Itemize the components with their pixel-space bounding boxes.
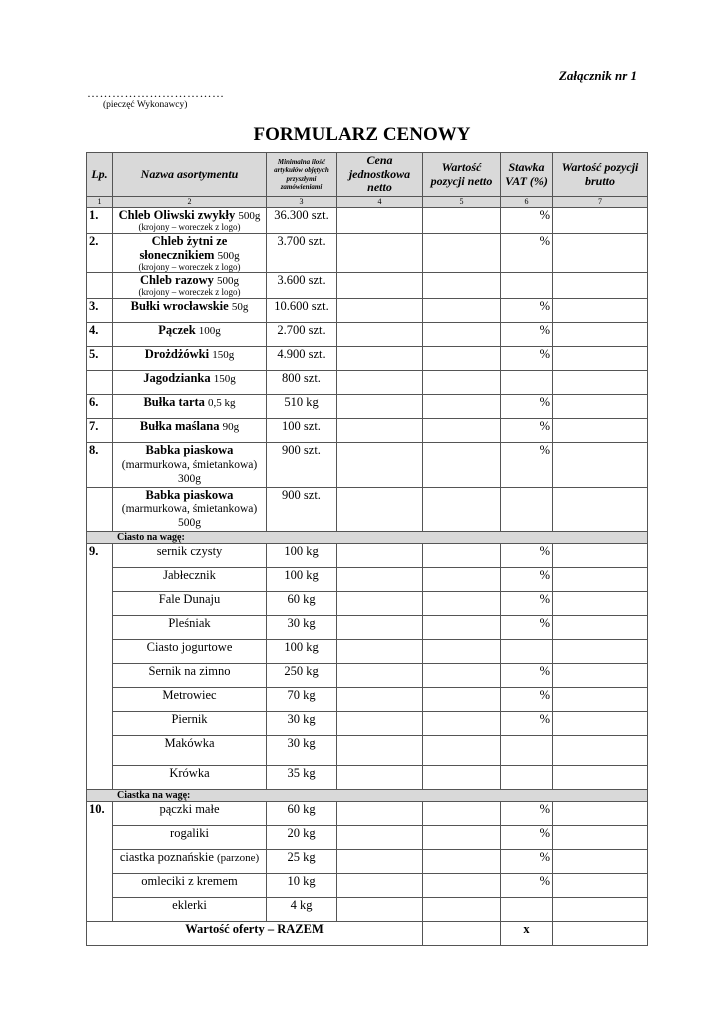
product-name: Bułki wrocławskie [130, 299, 229, 314]
net-value-cell[interactable] [423, 347, 501, 371]
gross-value-cell[interactable] [553, 233, 648, 273]
product-name: ciastka poznańskie [119, 849, 214, 864]
header-vat: Stawka VAT (%) [501, 153, 553, 197]
table-row [87, 233, 648, 273]
row-product-name [113, 591, 267, 615]
row-min-qty: 510 kg [267, 395, 337, 419]
row-product-name [113, 543, 267, 567]
vat-rate-cell[interactable]: % [501, 443, 553, 487]
header-row [87, 153, 648, 197]
unit-price-cell[interactable] [337, 765, 423, 789]
table-row [87, 208, 648, 234]
row-lp: 2. [87, 233, 113, 273]
product-name: Babka piaskowa [145, 443, 234, 458]
gross-value-cell[interactable] [553, 801, 648, 825]
net-value-cell[interactable] [423, 663, 501, 687]
gross-value-cell[interactable] [553, 487, 648, 531]
net-value-cell[interactable] [423, 615, 501, 639]
total-net-value-cell[interactable] [423, 921, 501, 945]
row-product-name [113, 873, 267, 897]
row-min-qty: 2.700 szt. [267, 323, 337, 347]
gross-value-cell[interactable] [553, 711, 648, 735]
net-value-cell[interactable] [423, 765, 501, 789]
row-min-qty: 250 kg [267, 663, 337, 687]
row-min-qty: 900 szt. [267, 443, 337, 487]
product-weight: 100g [198, 325, 221, 338]
row-min-qty: 30 kg [267, 711, 337, 735]
row-min-qty: 30 kg [267, 735, 337, 765]
net-value-cell[interactable] [423, 873, 501, 897]
product-name: Babka piaskowa [145, 487, 234, 502]
vat-rate-cell[interactable] [501, 371, 553, 395]
row-min-qty: 10 kg [267, 873, 337, 897]
vat-rate-cell[interactable]: % [501, 687, 553, 711]
vat-rate-cell[interactable] [501, 735, 553, 765]
product-weight: 500g [238, 210, 261, 222]
vat-rate-cell[interactable] [501, 273, 553, 299]
row-min-qty: 4 kg [267, 897, 337, 921]
product-name: Krówka [169, 765, 210, 780]
col-number: 4 [337, 197, 423, 208]
vat-rate-cell[interactable]: % [501, 419, 553, 443]
row-product-name [113, 735, 267, 765]
row-product-name [113, 371, 267, 395]
row-product-name [113, 487, 267, 531]
section-label: Ciastka na wagę: [87, 789, 648, 801]
product-weight: 50g [231, 301, 249, 314]
price-form-table [86, 152, 648, 946]
product-weight: 150g [213, 373, 236, 386]
row-product-name [113, 825, 267, 849]
product-name: eklerki [172, 897, 207, 912]
gross-value-cell[interactable] [553, 897, 648, 921]
row-min-qty: 4.900 szt. [267, 347, 337, 371]
header-unit-price: Cena jednostkowa netto [337, 153, 423, 197]
unit-price-cell[interactable] [337, 687, 423, 711]
product-weight: 90g [222, 421, 240, 434]
table-row [87, 873, 648, 897]
gross-value-cell[interactable] [553, 347, 648, 371]
net-value-cell[interactable] [423, 323, 501, 347]
row-product-name [113, 347, 267, 371]
header-min-qty: Minimalna ilość artykułów objętych przyszłymi zamówieniami [267, 153, 337, 197]
unit-price-cell[interactable] [337, 323, 423, 347]
row-min-qty: 900 szt. [267, 487, 337, 531]
gross-value-cell[interactable] [553, 615, 648, 639]
row-product-name [113, 443, 267, 487]
product-variant: (marmurkowa, śmietankowa) [121, 502, 258, 515]
vat-rate-cell[interactable] [501, 639, 553, 663]
product-name: Piernik [171, 711, 208, 726]
gross-value-cell[interactable] [553, 273, 648, 299]
gross-value-cell[interactable] [553, 687, 648, 711]
unit-price-cell[interactable] [337, 233, 423, 273]
unit-price-cell[interactable] [337, 897, 423, 921]
row-product-name [113, 299, 267, 323]
gross-value-cell[interactable] [553, 639, 648, 663]
row-min-qty: 3.700 szt. [267, 233, 337, 273]
gross-value-cell[interactable] [553, 567, 648, 591]
unit-price-cell[interactable] [337, 443, 423, 487]
table-row [87, 371, 648, 395]
gross-value-cell[interactable] [553, 208, 648, 234]
table-row [87, 299, 648, 323]
product-weight: 300g [178, 473, 201, 486]
unit-price-cell[interactable] [337, 419, 423, 443]
product-note: (krojony – woreczek z logo) [138, 287, 241, 298]
unit-price-cell[interactable] [337, 299, 423, 323]
row-lp: 6. [87, 395, 113, 419]
row-product-name [113, 208, 267, 234]
product-name: Pleśniak [168, 615, 211, 630]
unit-price-cell[interactable] [337, 347, 423, 371]
table-row [87, 849, 648, 873]
table-row [87, 765, 648, 789]
gross-value-cell[interactable] [553, 543, 648, 567]
row-product-name [113, 395, 267, 419]
product-name: Metrowiec [162, 687, 217, 702]
total-vat-mark: x [501, 921, 553, 945]
gross-value-cell[interactable] [553, 663, 648, 687]
unit-price-cell[interactable] [337, 273, 423, 299]
unit-price-cell[interactable] [337, 591, 423, 615]
product-weight: 150g [212, 349, 235, 362]
row-min-qty: 70 kg [267, 687, 337, 711]
table-row [87, 591, 648, 615]
unit-price-cell[interactable] [337, 639, 423, 663]
section-row [87, 789, 648, 801]
unit-price-cell[interactable] [337, 371, 423, 395]
vat-rate-cell[interactable] [501, 897, 553, 921]
total-gross-value-cell[interactable] [553, 921, 648, 945]
table-row [87, 487, 648, 531]
product-name: Chleb Oliwski zwykły [118, 208, 236, 222]
product-name: Bułka maślana [139, 419, 220, 434]
table-row [87, 615, 648, 639]
unit-price-cell[interactable] [337, 208, 423, 234]
unit-price-cell[interactable] [337, 543, 423, 567]
col-number: 1 [87, 197, 113, 208]
col-number: 5 [423, 197, 501, 208]
unit-price-cell[interactable] [337, 873, 423, 897]
product-name: Makówka [164, 735, 215, 750]
gross-value-cell[interactable] [553, 323, 648, 347]
product-name: rogaliki [170, 825, 209, 840]
col-number: 2 [113, 197, 267, 208]
net-value-cell[interactable] [423, 419, 501, 443]
row-min-qty: 3.600 szt. [267, 273, 337, 299]
row-lp: 1. [87, 208, 113, 234]
row-product-name [113, 323, 267, 347]
col-number: 7 [553, 197, 648, 208]
table-row [87, 687, 648, 711]
vat-rate-cell[interactable]: % [501, 299, 553, 323]
vat-rate-cell[interactable]: % [501, 711, 553, 735]
row-product-name [113, 615, 267, 639]
row-lp: 8. [87, 443, 113, 487]
gross-value-cell[interactable] [553, 849, 648, 873]
product-name: Bułka tarta [143, 395, 205, 410]
net-value-cell[interactable] [423, 735, 501, 765]
table-row [87, 801, 648, 825]
row-product-name [113, 567, 267, 591]
table-row [87, 639, 648, 663]
vat-rate-cell[interactable]: % [501, 323, 553, 347]
row-product-name [113, 273, 267, 299]
row-lp: 9. [87, 543, 113, 789]
row-min-qty: 60 kg [267, 591, 337, 615]
net-value-cell[interactable] [423, 395, 501, 419]
gross-value-cell[interactable] [553, 419, 648, 443]
net-value-cell[interactable] [423, 371, 501, 395]
gross-value-cell[interactable] [553, 299, 648, 323]
product-weight: 500g [217, 275, 240, 288]
row-product-name [113, 233, 267, 273]
vat-rate-cell[interactable]: % [501, 663, 553, 687]
row-product-name [113, 639, 267, 663]
column-number-row [87, 197, 648, 208]
product-note: (parzone) [217, 851, 260, 864]
table-row [87, 711, 648, 735]
row-min-qty: 100 kg [267, 639, 337, 663]
table-row [87, 825, 648, 849]
row-product-name [113, 897, 267, 921]
row-lp: 10. [87, 801, 113, 921]
net-value-cell[interactable] [423, 208, 501, 234]
col-number: 3 [267, 197, 337, 208]
row-product-name [113, 849, 267, 873]
row-lp: 7. [87, 419, 113, 443]
product-name: omleciki z kremem [141, 873, 238, 888]
row-min-qty: 30 kg [267, 615, 337, 639]
net-value-cell[interactable] [423, 233, 501, 273]
row-min-qty: 35 kg [267, 765, 337, 789]
product-name: sernik czysty [156, 543, 223, 558]
row-lp: 4. [87, 323, 113, 347]
table-row [87, 543, 648, 567]
unit-price-cell[interactable] [337, 711, 423, 735]
total-row [87, 921, 648, 945]
product-note: (krojony – woreczek z logo) [138, 261, 241, 272]
vat-rate-cell[interactable]: % [501, 849, 553, 873]
annex-label: Załącznik nr 1 [558, 68, 637, 83]
vat-rate-cell[interactable] [501, 765, 553, 789]
vat-rate-cell[interactable]: % [501, 873, 553, 897]
unit-price-cell[interactable] [337, 663, 423, 687]
row-lp [87, 487, 113, 531]
table-row [87, 347, 648, 371]
section-row [87, 531, 648, 543]
table-row [87, 663, 648, 687]
row-product-name [113, 711, 267, 735]
product-weight: 500g [178, 517, 201, 530]
product-name: Chleb żytni ze słonecznikiem [139, 233, 228, 262]
row-lp: 3. [87, 299, 113, 323]
row-min-qty: 100 szt. [267, 419, 337, 443]
row-min-qty: 800 szt. [267, 371, 337, 395]
unit-price-cell[interactable] [337, 567, 423, 591]
row-product-name [113, 687, 267, 711]
net-value-cell[interactable] [423, 443, 501, 487]
net-value-cell[interactable] [423, 299, 501, 323]
vat-rate-cell[interactable]: % [501, 591, 553, 615]
net-value-cell[interactable] [423, 273, 501, 299]
vat-rate-cell[interactable] [501, 487, 553, 531]
table-row [87, 395, 648, 419]
vat-rate-cell[interactable]: % [501, 208, 553, 234]
page-title: FORMULARZ CENOWY [253, 124, 471, 145]
vat-rate-cell[interactable]: % [501, 233, 553, 273]
row-min-qty: 100 kg [267, 567, 337, 591]
total-label: Wartość oferty – RAZEM [87, 921, 423, 945]
product-note: (krojony – woreczek z logo) [138, 221, 241, 232]
product-name: Ciasto jogurtowe [146, 639, 233, 654]
table-row [87, 897, 648, 921]
row-product-name [113, 801, 267, 825]
table-row [87, 419, 648, 443]
net-value-cell[interactable] [423, 687, 501, 711]
gross-value-cell[interactable] [553, 873, 648, 897]
product-name: Jabłecznik [163, 567, 216, 582]
row-lp [87, 371, 113, 395]
gross-value-cell[interactable] [553, 735, 648, 765]
gross-value-cell[interactable] [553, 443, 648, 487]
table-row [87, 273, 648, 299]
vat-rate-cell[interactable]: % [501, 347, 553, 371]
row-lp [87, 273, 113, 299]
net-value-cell[interactable] [423, 825, 501, 849]
product-name: Sernik na zimno [148, 663, 231, 678]
net-value-cell[interactable] [423, 897, 501, 921]
product-name: Jagodzianka [143, 371, 211, 386]
product-name: Pączek [158, 323, 196, 338]
vat-rate-cell[interactable]: % [501, 567, 553, 591]
header-lp: Lp. [87, 153, 113, 197]
net-value-cell[interactable] [423, 711, 501, 735]
net-value-cell[interactable] [423, 849, 501, 873]
unit-price-cell[interactable] [337, 849, 423, 873]
unit-price-cell[interactable] [337, 735, 423, 765]
row-min-qty: 36.300 szt. [267, 208, 337, 234]
row-product-name [113, 419, 267, 443]
unit-price-cell[interactable] [337, 615, 423, 639]
row-min-qty: 20 kg [267, 825, 337, 849]
product-weight: 0,5 kg [208, 397, 236, 410]
net-value-cell[interactable] [423, 591, 501, 615]
gross-value-cell[interactable] [553, 371, 648, 395]
stamp-dots: …………………………… [87, 86, 225, 100]
gross-value-cell[interactable] [553, 825, 648, 849]
net-value-cell[interactable] [423, 543, 501, 567]
unit-price-cell[interactable] [337, 801, 423, 825]
gross-value-cell[interactable] [553, 765, 648, 789]
header-gross-value: Wartość pozycji brutto [553, 153, 648, 197]
unit-price-cell[interactable] [337, 825, 423, 849]
row-min-qty: 10.600 szt. [267, 299, 337, 323]
vat-rate-cell[interactable]: % [501, 825, 553, 849]
gross-value-cell[interactable] [553, 591, 648, 615]
table-row [87, 323, 648, 347]
product-name: Chleb razowy [139, 273, 214, 288]
net-value-cell[interactable] [423, 487, 501, 531]
vat-rate-cell[interactable]: % [501, 801, 553, 825]
header-name: Nazwa asortymentu [113, 153, 267, 197]
table-row [87, 735, 648, 765]
row-lp: 5. [87, 347, 113, 371]
row-min-qty: 60 kg [267, 801, 337, 825]
product-name: Fale Dunaju [158, 591, 221, 606]
product-variant: (marmurkowa, śmietankowa) [121, 458, 258, 471]
net-value-cell[interactable] [423, 801, 501, 825]
vat-rate-cell[interactable]: % [501, 543, 553, 567]
row-min-qty: 100 kg [267, 543, 337, 567]
contractor-stamp-label: (pieczęć Wykonawcy) [103, 100, 188, 110]
product-name: pączki małe [159, 801, 220, 816]
unit-price-cell[interactable] [337, 395, 423, 419]
vat-rate-cell[interactable]: % [501, 395, 553, 419]
section-label: Ciasto na wagę: [87, 531, 648, 543]
row-min-qty: 25 kg [267, 849, 337, 873]
product-name: Drożdżówki [144, 347, 210, 362]
unit-price-cell[interactable] [337, 487, 423, 531]
net-value-cell[interactable] [423, 639, 501, 663]
table-row [87, 567, 648, 591]
table-row [87, 443, 648, 487]
row-product-name [113, 765, 267, 789]
row-product-name [113, 663, 267, 687]
vat-rate-cell[interactable]: % [501, 615, 553, 639]
col-number: 6 [501, 197, 553, 208]
header-net-value: Wartość pozycji netto [423, 153, 501, 197]
product-weight: 500g [217, 249, 240, 262]
net-value-cell[interactable] [423, 567, 501, 591]
gross-value-cell[interactable] [553, 395, 648, 419]
